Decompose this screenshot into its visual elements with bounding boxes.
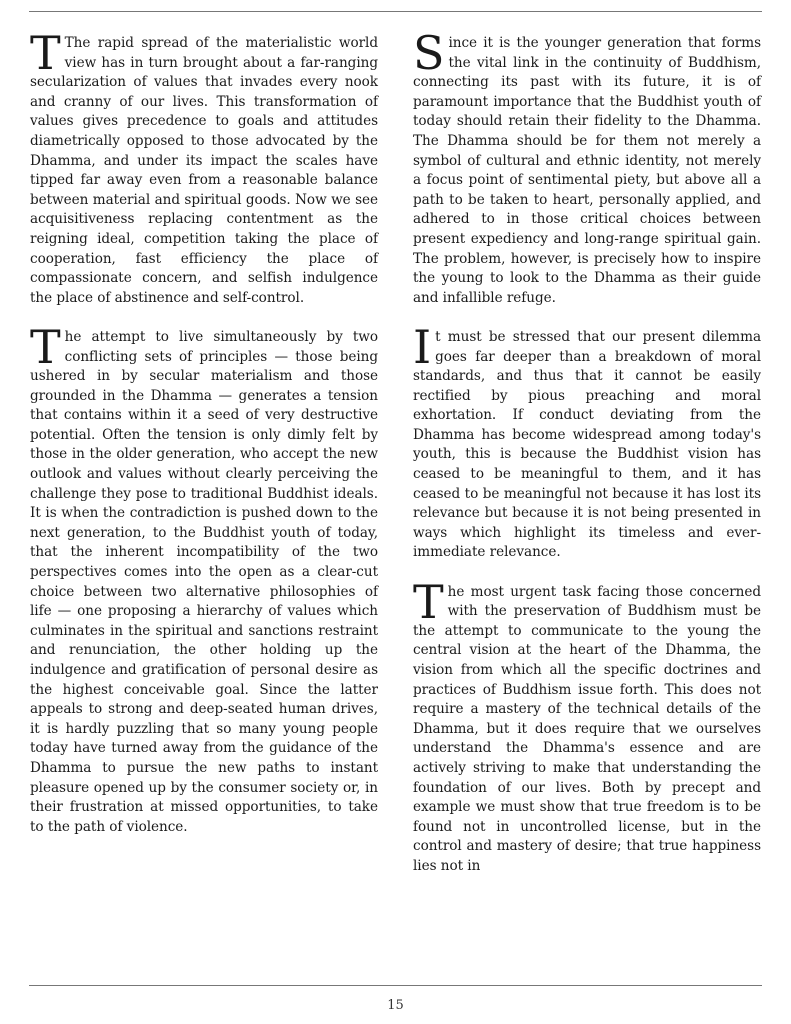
top-rule [29, 11, 762, 12]
paragraph-text: he attempt to live simultaneously by two conflicting sets of principles — those being ushered in by secular materialism and those grounded in the Dhamma — generates a tension that contains within it a seed of very destructive potential. Often the tension is only dimly felt by those in the older generation, who accept the new outlook and values without clearly perceiving the challenge they pose to traditional Buddhist ideals. It is when the contradiction is pushed down to the next generation, to the Buddhist youth of today, that the inherent incompatibility of the two perspectives comes into the open as a clear-cut choice between two alternative philosophies of life — one proposing a hierarchy of values which culminates in the spiritual and sanctions restraint and renunciation, the other holding up the indulgence and gratification of personal desire as the highest conceivable goal. Since the latter appeals to strong and deep-seated human drives, it is hardly puzzling that so many young people today have turned away from the guidance of the Dhamma to pursue the new paths to instant pleasure opened up by the consumer society or, in their frustration at missed opportunities, to take to the path of violence. [30, 328, 378, 835]
paragraph-younger-generation [413, 26, 761, 308]
paragraph-text: t must be stressed that our present dilemma goes far deeper than a breakdown of moral standards, and thus that it cannot be easily rectified by pious preaching and moral exhortation. If conduct deviating from the Dhamma has become widespread among today's youth, this is because the Buddhist vision has ceased to be meaningful to them, and it has ceased to be meaningful not because it has lost its relevance but because it is not being presented in ways which highlight its timeless and ever-immediate relevance. [413, 328, 761, 561]
right-column [413, 26, 761, 896]
page-number: 15 [387, 998, 404, 1013]
paragraph-text: The rapid spread of the materialistic world view has in turn brought about a far-ranging secularization of values that invades every nook and cranny of our lives. This transformation of values gives precedence to goals and attitudes diametrically opposed to those advocated by the Dhamma, and under its impact the scales have tipped far away even from a reasonable balance between material and spiritual goods. Now we see acquisitiveness replacing contentment as the reigning ideal, competition taking the place of cooperation, fast efficiency the place of compassionate concern, and selfish indulgence the place of abstinence and self-control. [30, 35, 378, 306]
drop-cap: T [413, 574, 444, 629]
paragraph-text: ince it is the younger generation that forms the vital link in the continuity of Buddhism, connecting its past with its future, it is of paramount importance that the Buddhist youth of today should retain their fidelity to the Dhamma. The Dhamma should be for them not merely a symbol of cultural and ethnic identity, not merely a focus point of sentimental piety, but above all a path to be taken to heart, personally applied, and adhered to in those critical choices between present expediency and long-range spiritual gain. The problem, however, is precisely how to inspire the young to look to the Dhamma as their guide and infallible refuge. [413, 35, 761, 306]
drop-cap: I [413, 319, 432, 374]
drop-cap: T [30, 26, 61, 80]
bottom-rule [29, 985, 762, 986]
paragraph-materialistic-world-view [30, 26, 378, 308]
paragraph-urgent-task [413, 574, 761, 877]
paragraph-text: he most urgent task facing those concerned with the preservation of Buddhism must be the attempt to communicate to the young the central vision at the heart of the Dhamma, the vision from which all the specific doctrines and practices of Buddhism issue forth. This does not require a mastery of the technical details of the Dhamma, but it does require that we ourselves understand the Dhamma's essence and are actively striving to make that understanding the foundation of our lives. Both by precept and example we must show that true freedom is to be found not in uncontrolled license, but in the control and mastery of desire; that true happiness lies not in [413, 583, 761, 874]
drop-cap: T [30, 319, 61, 374]
paragraph-conflicting-principles [30, 319, 378, 837]
drop-cap: S [413, 26, 445, 80]
left-column [30, 26, 378, 857]
paragraph-present-dilemma [413, 319, 761, 563]
